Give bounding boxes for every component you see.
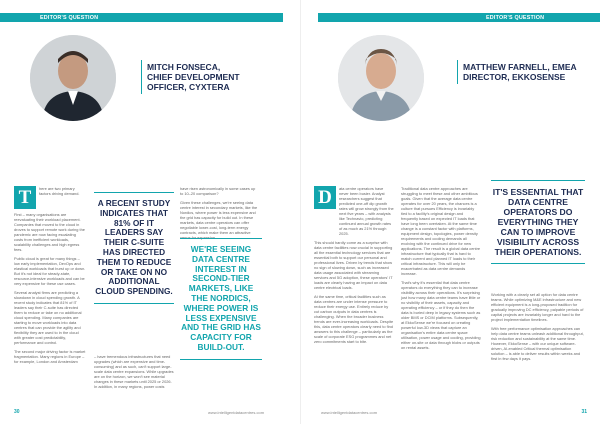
footer-url[interactable]: www.intelligentdatacentres.com bbox=[208, 410, 265, 415]
paragraph: Given these challenges, we're seeing data centre interest in secondary markets, like the Nordics, where power is less expensive and the grid has capacity for build out. In these markets, data centre operators can offer negotiable lower-cost, long-term energy contracts, which make them an attractive bbox=[180, 200, 258, 235]
footer-url[interactable]: www.intelligentdatacentres.com bbox=[321, 410, 378, 415]
name-divider bbox=[457, 60, 458, 84]
drop-cap: T bbox=[14, 186, 36, 209]
section-tag: EDITOR'S QUESTION bbox=[40, 15, 99, 21]
interviewee-name bbox=[147, 62, 287, 92]
body-column-3 bbox=[491, 292, 585, 365]
paragraph: ata centre operators have never been busier. Analyst researchers suggest that predicted one-off dip growth rates will grow strongly from the next five years – with analysts like Technavio, predicting continued annual growth rates of as much as 21% through 2025. bbox=[339, 186, 394, 236]
person-silhouette-icon bbox=[30, 35, 116, 121]
name-divider bbox=[141, 60, 142, 94]
quote-rule-top bbox=[491, 180, 585, 181]
name-line: MATTHEW FARNELL, EMEA bbox=[463, 62, 577, 72]
paragraph: Public cloud is great for many things – low early implementation, DevOps and elastical workloads that burst up or down. But it's not ideal for steady-state, resource-intensive workloads and can be very expensive for these use cases. bbox=[14, 256, 86, 286]
name-line: MITCH FONSECA, bbox=[147, 62, 221, 72]
paragraph: Several analyst firms are predicting a slowdown in cloud spending growth. A recent study indicates that 81% of IT leaders say their C-suite has directed them to reduce or take on no additional cloud spending. Many companies are starting to move workloads into data centres that can provide the agility and flexibility they are used to in the cloud with greater cost predictability, performance and control. bbox=[14, 290, 82, 345]
paragraph: With free performance optimisation approaches can help data centre teams unleash additional throughput, risk reduction and sustainability at the same time. However, EkkoSense – with our unique software-driven, AI-enabled Critical thermal optimisation solution – is able to deliver results within weeks and first in few days it pays. bbox=[491, 326, 584, 361]
quote-rule-top bbox=[180, 238, 262, 239]
portrait-photo bbox=[338, 35, 424, 121]
pull-quote bbox=[491, 180, 585, 264]
pull-quote-text: WE'RE SEEING DATA CENTRE INTEREST IN SECOND-TIER MARKETS, LIKE THE NORDICS, WHERE POWER IS LESS EXPENSIVE AND THE GRID HAS CAPACITY FOR BUILD-OUT. bbox=[181, 244, 261, 352]
paragraph: First – many organisations are reevaluating their workload placement. Companies that moved to the cloud in droves to support remote work during the pandemic are now facing escalating costs from inefficient workloads, scalability challenges and high egress fees. bbox=[14, 212, 85, 252]
body-column-3 bbox=[180, 186, 258, 244]
paragraph: Traditional data centre approaches are struggling to meet these and other ambitious goals. Given that the average data centre operates for over 20 years, the chances is a culture that pursues Efficiency is invariably tied to a facility's original design and frequently based on expected IT loads that have long been overtaken. At the same time change is a constant factor with platforms, equipment design, topologies, power density requirements and cooling demands all evolving with the continued drive for new applications. The result is a global data centre infrastructure that typically that is hard to match current and planned IT loads to their critical infrastructure. This will only be exacerbated as data centre demands increase. bbox=[401, 186, 481, 276]
person-silhouette-icon bbox=[338, 35, 424, 121]
paragraph: Working with a clearly set all option for data centre teams. While optimizing M&E infrastructure and new efficient equipment is a long-proposed tradition for gradually improving DC efficiency, palpable periods of capital projects are invariably longer and hard to the project implementation timelines. bbox=[491, 292, 584, 322]
paragraph: At the same time, critical facilities such as data centres are under intense pressure to reduce their energy use. Entirely reduce by cut carbon outputs in data centres is challenging. When the broader business trends are ever-increasing workloads. Despite this, data centre operators clearly need to find answers to this challenge – particularly as the scale of corporate ESG programmes and net zero commitments start to bite. bbox=[314, 294, 394, 344]
pull-quote-text: A RECENT STUDY INDICATES THAT 81% OF IT LEADERS SAY THEIR C-SUITE HAS DIRECTED THEM TO REDUCE OR TAKE ON NO ADDITIONAL CLOUD SPENDING. bbox=[95, 198, 173, 297]
quote-rule-bottom bbox=[180, 359, 262, 360]
interviewee-name bbox=[463, 62, 593, 82]
title-line-1: DIRECTOR, EKKOSENSE bbox=[463, 72, 566, 82]
paragraph: here are two primary factors driving demand. bbox=[39, 186, 80, 196]
portrait-photo bbox=[30, 35, 116, 121]
paragraph: – have tremendous infrastructures that need upgrades (which are expensive and time-consuming) and as such, can't support large-scale data centre expansions. While upgrades are on the horizon, we won't see material changes in these markets until 2025 or 2026. In addition, in many regions, power costs bbox=[94, 354, 174, 389]
header-bar bbox=[318, 13, 600, 22]
drop-cap: D bbox=[314, 186, 336, 209]
quote-rule-bottom bbox=[491, 263, 585, 264]
pull-quote-text: IT'S ESSENTIAL THAT DATA CENTRE OPERATORS DO EVERYTHING THEY CAN TO IMPROVE VISIBILITY ACROSS THEIR OPERATIONS. bbox=[492, 187, 584, 257]
section-tag: EDITOR'S QUESTION bbox=[486, 15, 545, 21]
page-number: 30 bbox=[14, 409, 20, 415]
body-column-2 bbox=[94, 354, 174, 393]
body-column-2 bbox=[401, 186, 481, 354]
title-line-2: OFFICER, CYXTERA bbox=[147, 82, 230, 92]
paragraph: This should hardly come as a surprise with data centre facilities now crucial in supporting all the essential technology services that are essential both to support our personal and professional lives. Driven by trends that show no sign of slowing down, such as increased data usage associated with streaming services and 5G adoption, these operators' IT loads are clearly having an impact on data centre electrical loads. bbox=[314, 240, 393, 290]
paragraph: That's why it's essential that data centre operators do everything they can to increase visibility across their operations. It's surprising just how many data centre teams have little or no visibility of their assets, capacity and operating efficiency – or if they do then the data is buried deep in legacy systems such as older BMS or DCIM platforms. Subsequently, at EkkoSense we're focused on creating powerful low-3D views that capture an organisation's entire data centre space utilisation, power usage and cooling, providing either on-site or data through blobs or outputs on rental assets. bbox=[401, 280, 481, 350]
paragraph: The second major driving factor is market fragmentation. Many regions in Europe – for example, London and Amsterdam bbox=[14, 349, 86, 364]
body-column-1 bbox=[314, 186, 394, 348]
quote-rule-bottom bbox=[94, 303, 174, 304]
body-column-1 bbox=[14, 186, 86, 368]
page-number: 31 bbox=[581, 409, 587, 415]
title-line-1: CHIEF DEVELOPMENT bbox=[147, 72, 240, 82]
right-page bbox=[300, 0, 600, 424]
paragraph: have risen astronomically in some cases up to 10–20 comparison? bbox=[180, 186, 256, 196]
pull-quote-1 bbox=[94, 192, 174, 304]
quote-rule-top bbox=[94, 192, 174, 193]
pull-quote-2 bbox=[180, 238, 262, 360]
